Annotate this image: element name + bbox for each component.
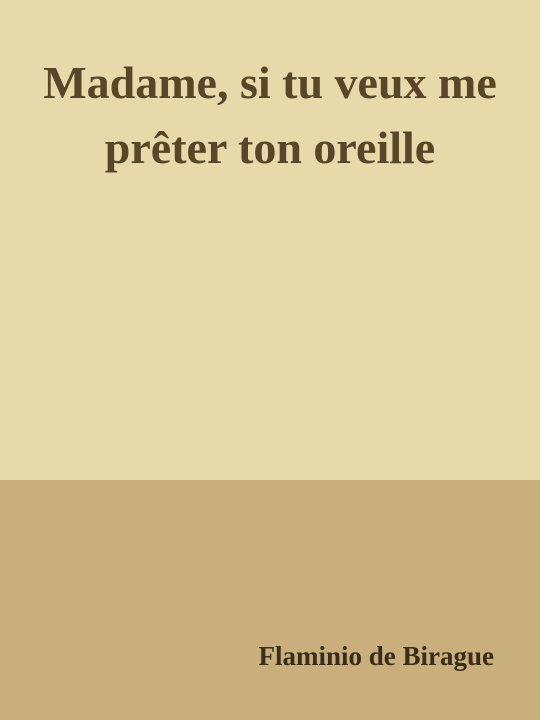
cover-bottom-panel: [0, 480, 540, 720]
book-author: Flaminio de Birague: [258, 641, 494, 671]
book-title: Madame, si tu veux me prêter ton oreille: [43, 57, 497, 173]
